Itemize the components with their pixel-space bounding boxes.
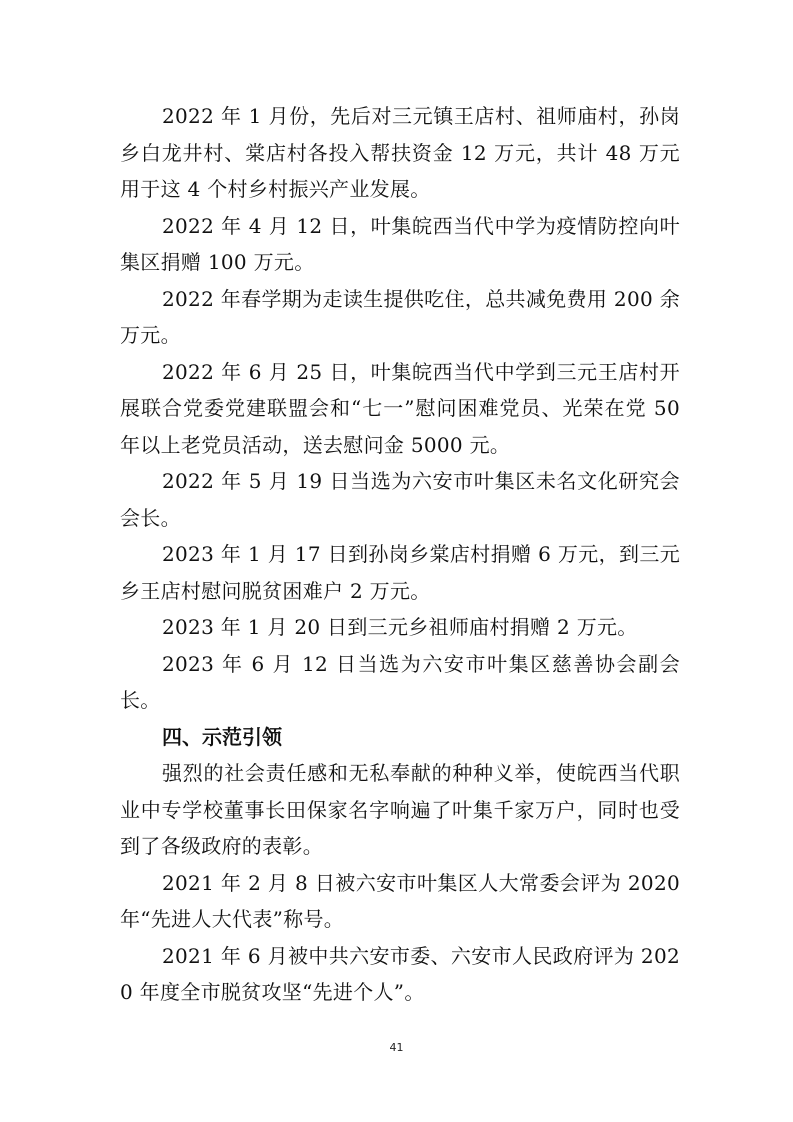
paragraph: 强烈的社会责任感和无私奉献的种种义举，使皖西当代职业中专学校董事长田保家名字响遍了叶集千家万户，同时也受到了各级政府的表彰。 (120, 761, 680, 858)
paragraph: 2022 年 4 月 12 日，叶集皖西当代中学为疫情防控向叶集区捐赠 100 万元。 (120, 213, 680, 274)
paragraph: 2021 年 6 月被中共六安市委、六安市人民政府评为 2020 年度全市脱贫攻坚“先进个人”。 (120, 943, 680, 1004)
paragraph: 2022 年 6 月 25 日，叶集皖西当代中学到三元王店村开展联合党委党建联盟会和“七一”慰问困难党员、光荣在党 50 年以上老党员活动，送去慰问金 5000 元。 (120, 359, 680, 457)
page-number: 41 (389, 1041, 404, 1054)
paragraph: 2021 年 2 月 8 日被六安市叶集区人大常委会评为 2020 年“先进人大代表”称号。 (120, 870, 680, 931)
paragraph: 2022 年 1 月份，先后对三元镇王店村、祖师庙村，孙岗乡白龙井村、棠店村各投入帮扶资金 12 万元，共计 48 万元用于这 4 个村乡村振兴产业发展。 (120, 104, 680, 201)
paragraph: 2023 年 6 月 12 日当选为六安市叶集区慈善协会副会长。 (120, 651, 680, 712)
section-heading: 四、示范引领 (162, 724, 282, 749)
paragraph: 2023 年 1 月 17 日到孙岗乡棠店村捐赠 6 万元，到三元乡王店村慰问脱贫困难户 2 万元。 (120, 542, 680, 603)
body-text (120, 98, 680, 1011)
paragraph: 2022 年 5 月 19 日当选为六安市叶集区未名文化研究会会长。 (120, 469, 680, 530)
paragraph: 2023 年 1 月 20 日到三元乡祖师庙村捐赠 2 万元。 (162, 615, 638, 639)
paragraph: 2022 年春学期为走读生提供吃住，总共减免费用 200 余万元。 (120, 286, 680, 347)
